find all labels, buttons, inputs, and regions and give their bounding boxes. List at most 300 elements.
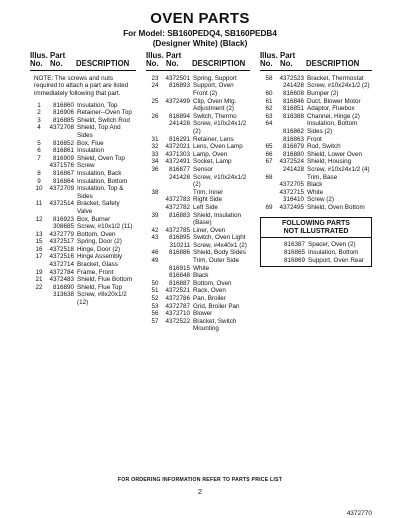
parts-column-2 (146, 52, 250, 333)
part-number: 4372499 (165, 97, 190, 105)
part-description: Bracket, Switch Mounting (193, 317, 237, 333)
part-row (146, 82, 250, 97)
illus-number (30, 261, 48, 269)
part-row (146, 98, 250, 113)
part-row (30, 223, 136, 231)
illus-header-1: Illus. (146, 51, 164, 60)
part-row (30, 246, 136, 254)
part-number: 4372715 (279, 188, 304, 196)
illus-number: 1 (37, 101, 41, 109)
illus-number: 38 (151, 188, 159, 196)
part-number: 816909 (52, 154, 74, 162)
page-title: OVEN PARTS (150, 10, 250, 27)
part-number: 816608 (282, 90, 304, 97)
illus-number: 19 (35, 268, 43, 276)
illus-number (260, 166, 278, 174)
part-description: Left Side (193, 203, 218, 211)
illus-number (260, 136, 278, 144)
part-row (30, 216, 136, 224)
illus-number: 42 (151, 226, 159, 234)
illus-number: 8 (37, 169, 41, 177)
part-row (261, 249, 371, 257)
part-number: 4371576 (49, 162, 74, 170)
part-row (146, 303, 250, 311)
part-description: Box, Burner (77, 215, 111, 223)
part-description: Insulation, Bottom (307, 120, 358, 128)
illus-number: 32 (151, 143, 159, 151)
illus-number: 64 (265, 120, 273, 128)
part-number: 4372779 (49, 230, 74, 238)
part-description: Liner, Oven (193, 226, 226, 234)
part-number: 241428 (282, 165, 304, 173)
part-description: Insulation (77, 147, 104, 155)
part-number: 816923 (52, 215, 74, 223)
part-number: 816291 (168, 135, 190, 143)
illus-number: 60 (265, 90, 273, 97)
part-row (260, 189, 372, 197)
illus-number: 36 (151, 165, 159, 173)
part-row (30, 102, 136, 110)
part-description: Bracket, Glass (77, 261, 118, 269)
part-number: 4372783 (165, 196, 190, 204)
illus-number (260, 82, 278, 90)
part-number: 816861 (52, 147, 74, 155)
part-number: 816915 (168, 264, 190, 272)
part-description: Spacer, Oven (2) (308, 241, 356, 249)
part-description: Switch, Thermo (193, 112, 237, 120)
part-row (146, 227, 250, 235)
part-header-2: No. (50, 59, 63, 69)
part-row (146, 136, 250, 144)
part-number: 816885 (52, 116, 74, 124)
illus-number: 53 (151, 302, 159, 310)
part-description: Insulation, Back (77, 169, 122, 177)
part-number: 4372710 (165, 310, 190, 318)
part-row (30, 170, 136, 178)
illus-number: 63 (265, 112, 273, 120)
part-description: Insulation, Bottom (308, 248, 359, 256)
part-row (146, 143, 250, 151)
part-description: Channel, Hinge (2) (307, 112, 360, 120)
description-header: DESCRIPTION (76, 59, 130, 69)
part-description: Sides (2) (307, 127, 333, 135)
part-number: 308685 (52, 223, 74, 231)
part-row (260, 75, 372, 83)
part-number: 241428 (282, 82, 304, 90)
part-description: Spring, Door (2) (77, 238, 122, 246)
illus-number: 31 (151, 135, 159, 143)
illus-number: 5 (37, 139, 41, 147)
part-row (30, 140, 136, 148)
part-description: Rod, Switch (307, 143, 341, 151)
part-number: 4372705 (279, 181, 304, 189)
illus-number: 58 (265, 74, 273, 82)
part-number: 4372518 (49, 245, 74, 253)
part-header-1: Part (50, 51, 66, 60)
part-description: Retainer--Oven Top (77, 109, 132, 117)
part-row (260, 90, 372, 98)
illus-number: 23 (151, 74, 159, 82)
part-number: 310211 (169, 241, 190, 249)
part-row (146, 151, 250, 159)
part-description: Shield, Insulation (Base) (193, 211, 241, 227)
part-row (30, 231, 136, 239)
part-row (146, 310, 250, 318)
part-row (30, 200, 136, 215)
note-text: NOTE: The screws and nuts required to attach a part are listed immediately following that part. (34, 74, 129, 97)
illus-number: 65 (265, 143, 273, 151)
description-header: DESCRIPTION (306, 59, 360, 69)
illus-number: 68 (265, 173, 273, 181)
part-description: Shield, Body Sides (193, 249, 246, 257)
part-number: 816863 (282, 135, 304, 143)
part-row (146, 234, 250, 242)
part-number: 313638 (52, 291, 74, 299)
part-number: 816890 (52, 283, 74, 291)
part-description: Screw, #10x24x1/2 (2) (193, 173, 247, 189)
part-row (30, 117, 136, 125)
illus-number (146, 120, 164, 135)
part-description: Trim, Inner (193, 188, 224, 196)
part-description: Black (307, 181, 323, 189)
part-number: 4372784 (49, 268, 74, 276)
part-description: Shield, Lower Oven (307, 150, 362, 158)
part-row (30, 284, 136, 292)
part-row (260, 113, 372, 121)
illus-number (30, 223, 48, 231)
part-row (146, 174, 250, 189)
part-number: 4372491 (165, 158, 190, 166)
part-description: Bottom, Oven (77, 230, 116, 238)
part-row (260, 151, 372, 159)
part-row (146, 272, 250, 280)
illus-number (146, 174, 164, 189)
part-header-2: No. (166, 59, 179, 69)
part-row (30, 124, 136, 139)
part-row (146, 189, 250, 197)
part-number: 816851 (282, 105, 304, 113)
part-row (146, 265, 250, 273)
part-row (260, 120, 372, 128)
part-description: Hinge, Door (2) (77, 245, 121, 253)
part-row (260, 98, 372, 106)
parts-list (30, 102, 136, 307)
part-number (278, 174, 307, 182)
illus-number (260, 189, 278, 197)
illus-number (30, 291, 48, 306)
illus-number: 51 (151, 287, 159, 295)
part-row (30, 276, 136, 284)
not-illustrated-list (261, 238, 371, 266)
part-description: Adaptor, Fluebox (307, 105, 355, 113)
part-number: 816860 (52, 101, 74, 109)
part-number: 4372483 (49, 276, 74, 284)
illus-number: 24 (151, 82, 159, 90)
parts-column-1 (30, 52, 136, 307)
illus-number (146, 272, 164, 280)
page-number: 2 (197, 487, 203, 496)
part-number: 4371303 (165, 150, 190, 158)
illus-number: 6 (37, 147, 41, 155)
part-description: Trim, Outer Side (193, 257, 239, 265)
part-number: 816846 (282, 97, 304, 105)
part-row (146, 113, 250, 121)
part-row (146, 318, 250, 333)
illus-number: 34 (151, 158, 159, 166)
illus-header-2: No. (146, 59, 159, 69)
illus-number: 62 (265, 105, 273, 113)
illus-number (146, 242, 164, 250)
part-number: 4372782 (165, 203, 190, 211)
part-row (30, 253, 136, 261)
part-row (261, 241, 371, 249)
not-illustrated-box (260, 217, 372, 268)
part-description: Shield, Oven Top (77, 154, 125, 162)
illus-number: 7 (37, 154, 41, 162)
part-description: Lens, Oven Lamp (193, 143, 243, 151)
illus-number: 39 (151, 211, 159, 219)
part-description: Duct, Blower Motor (307, 97, 361, 105)
illus-number (260, 128, 278, 136)
illus-number: 13 (35, 230, 43, 238)
part-description: Hinge Assembly (77, 253, 123, 261)
illus-number: 15 (35, 238, 43, 246)
illus-number: 26 (151, 112, 159, 120)
part-description: White (307, 188, 324, 196)
column-header (146, 52, 250, 71)
part-description: Black (193, 272, 209, 280)
part-number: 4372516 (49, 253, 74, 261)
illus-number: 12 (35, 215, 43, 223)
part-number: 816893 (168, 82, 190, 90)
part-number: 816867 (52, 169, 74, 177)
part-number: 4372521 (165, 287, 190, 295)
part-row (146, 257, 250, 265)
part-description: Blower (193, 310, 213, 318)
illus-number: 43 (151, 234, 159, 242)
part-number: 316410 (282, 196, 304, 204)
part-number: 816887 (168, 279, 190, 287)
part-row (261, 257, 371, 265)
illus-header-1: Illus. (260, 51, 278, 60)
illus-number (261, 257, 279, 265)
part-number: 4372709 (49, 185, 74, 193)
part-header-2: No. (280, 59, 293, 69)
part-row (30, 185, 136, 200)
part-row (30, 269, 136, 277)
part-number (164, 189, 193, 197)
illus-number: 66 (265, 150, 273, 158)
part-row (260, 82, 372, 90)
part-description: Screw, #8x20x1/2 (12) (77, 291, 127, 307)
illus-number (260, 181, 278, 189)
illus-header-2: No. (260, 59, 273, 69)
part-number: 816864 (52, 177, 74, 185)
illus-number: 50 (151, 279, 159, 287)
part-number: 4372021 (165, 143, 190, 151)
illus-number (261, 241, 279, 249)
part-description: Screw (77, 162, 95, 170)
part-number: 4372787 (165, 302, 190, 310)
part-number: 816883 (168, 211, 190, 219)
part-row (260, 174, 372, 182)
part-number: 816852 (52, 139, 74, 147)
description-header: DESCRIPTION (192, 59, 246, 69)
part-number: 816877 (168, 165, 190, 173)
ordering-note: FOR ORDERING INFORMATION REFER TO PARTS PRICE LIST (117, 477, 283, 483)
illus-number: 21 (35, 276, 43, 284)
illus-number: 61 (265, 97, 273, 105)
part-row (146, 120, 250, 135)
illus-number (30, 162, 48, 170)
part-description: Shield, Oven Bottom (307, 203, 365, 211)
parts-column-3 (260, 52, 372, 267)
part-description: Shield, Housing (307, 158, 352, 166)
not-illustrated-title-2: NOT ILLUSTRATED (283, 227, 349, 235)
part-row (30, 109, 136, 117)
part-row (146, 287, 250, 295)
part-number: 816895 (168, 234, 190, 242)
illus-number: 56 (151, 310, 159, 318)
part-number: 816906 (52, 109, 74, 117)
part-row (30, 291, 136, 306)
part-row (260, 196, 372, 204)
part-row (260, 136, 372, 144)
part-row (260, 128, 372, 136)
part-number: 4372786 (165, 295, 190, 303)
part-description: Screw, #10x24x1/2 (2) (193, 120, 247, 135)
part-description: Retainer, Lens (193, 135, 234, 143)
part-number: 4372524 (279, 158, 304, 166)
part-number: 241428 (168, 173, 190, 181)
part-number: 4372501 (165, 74, 190, 82)
part-description: Screw, #10x24x1/2 (4) (307, 165, 370, 173)
part-row (260, 143, 372, 151)
part-description: Lamp, Oven (193, 150, 228, 158)
part-row (146, 212, 250, 227)
part-header-1: Part (166, 51, 182, 60)
part-number: 816388 (282, 112, 304, 120)
part-description: Support, Oven Front (2) (193, 82, 234, 97)
part-description: Shield, Flue Bottom (77, 276, 132, 284)
parts-list (260, 75, 372, 212)
illus-number (146, 196, 164, 204)
part-description: Sensor (193, 165, 213, 173)
part-description: Front (307, 135, 322, 143)
parts-list (146, 75, 250, 333)
part-row (260, 204, 372, 212)
part-row (30, 155, 136, 163)
illus-number: 2 (37, 109, 41, 117)
illus-number: 4 (37, 124, 41, 132)
part-row (260, 166, 372, 174)
part-row (146, 158, 250, 166)
part-description: Socket, Lamp (193, 158, 232, 166)
illus-number: 16 (35, 245, 43, 253)
part-number: 4372514 (49, 200, 74, 208)
part-row (146, 249, 250, 257)
model-line: For Model: SB160PEDQ4, SB160PEDB4 (123, 29, 277, 38)
part-row (260, 181, 372, 189)
column-header (30, 52, 136, 71)
part-row (30, 238, 136, 246)
illus-number: 17 (35, 253, 43, 261)
part-header-1: Part (280, 51, 296, 60)
part-row (30, 261, 136, 269)
illus-number: 46 (151, 249, 159, 257)
illus-header-2: No. (30, 59, 43, 69)
part-row (30, 162, 136, 170)
part-description: Right Side (193, 196, 223, 204)
part-row (30, 147, 136, 155)
part-description: Screw, #4x40x1 (2) (193, 241, 247, 249)
part-description: Pan, Broiler (193, 295, 226, 303)
illus-number: 22 (35, 283, 43, 291)
part-description: Shield, Top And Sides (77, 124, 121, 139)
part-description: Bumper (2) (307, 90, 339, 97)
part-number: 4372495 (279, 203, 304, 211)
part-number: 816862 (282, 127, 304, 135)
illus-number (261, 249, 279, 257)
part-number: 816886 (168, 249, 190, 257)
part-description: Shield, Switch Rod (77, 116, 130, 124)
part-number: 816894 (168, 112, 190, 120)
illus-number: 69 (265, 203, 273, 211)
illus-number (260, 196, 278, 204)
part-description: Trim, Base (307, 173, 338, 181)
illus-number: 25 (151, 97, 159, 105)
part-number: 4372517 (49, 238, 74, 246)
part-description: Clip, Oven Mtg. Adjustment (2) (193, 97, 237, 113)
part-row (146, 295, 250, 303)
part-row (146, 75, 250, 83)
part-description: Grid, Broiler Pan (193, 302, 240, 310)
part-row (146, 204, 250, 212)
part-description: Bracket, Thermostat (307, 74, 364, 82)
part-description: Spring, Support (193, 74, 237, 82)
part-description: Insulation, Top (77, 101, 118, 109)
illus-number (146, 265, 164, 273)
document-number: 4372770 (346, 510, 372, 517)
part-number: 816880 (282, 150, 304, 158)
part-description: Bottom, Oven (193, 279, 232, 287)
part-number: 816869 (283, 256, 305, 264)
part-row (146, 280, 250, 288)
part-number: 4372708 (49, 124, 74, 132)
part-description: Box, Flue (77, 139, 104, 147)
part-number: 816387 (283, 241, 305, 249)
illus-number: 49 (151, 257, 159, 265)
part-description: Screw (2) (307, 196, 334, 204)
illus-header-1: Illus. (30, 51, 48, 60)
part-description: Bracket, Safety Valve (77, 200, 120, 215)
part-description: Screw, #10x24x1/2 (2) (307, 82, 370, 90)
part-description: Rack, Oven (193, 287, 226, 295)
part-row (260, 105, 372, 113)
part-description: Shield, Flue Top (77, 283, 123, 291)
illus-number: 67 (265, 158, 273, 166)
part-number: 816865 (283, 248, 305, 256)
part-description: Support, Oven Rear (308, 256, 365, 264)
illus-number: 52 (151, 295, 159, 303)
not-illustrated-title (261, 218, 371, 239)
part-row (260, 158, 372, 166)
part-description: White (193, 264, 210, 272)
illus-number: 11 (35, 200, 43, 208)
part-description: Screw, #10x1/2 (11) (77, 223, 133, 231)
part-number: 816879 (282, 143, 304, 151)
column-header (260, 52, 372, 71)
